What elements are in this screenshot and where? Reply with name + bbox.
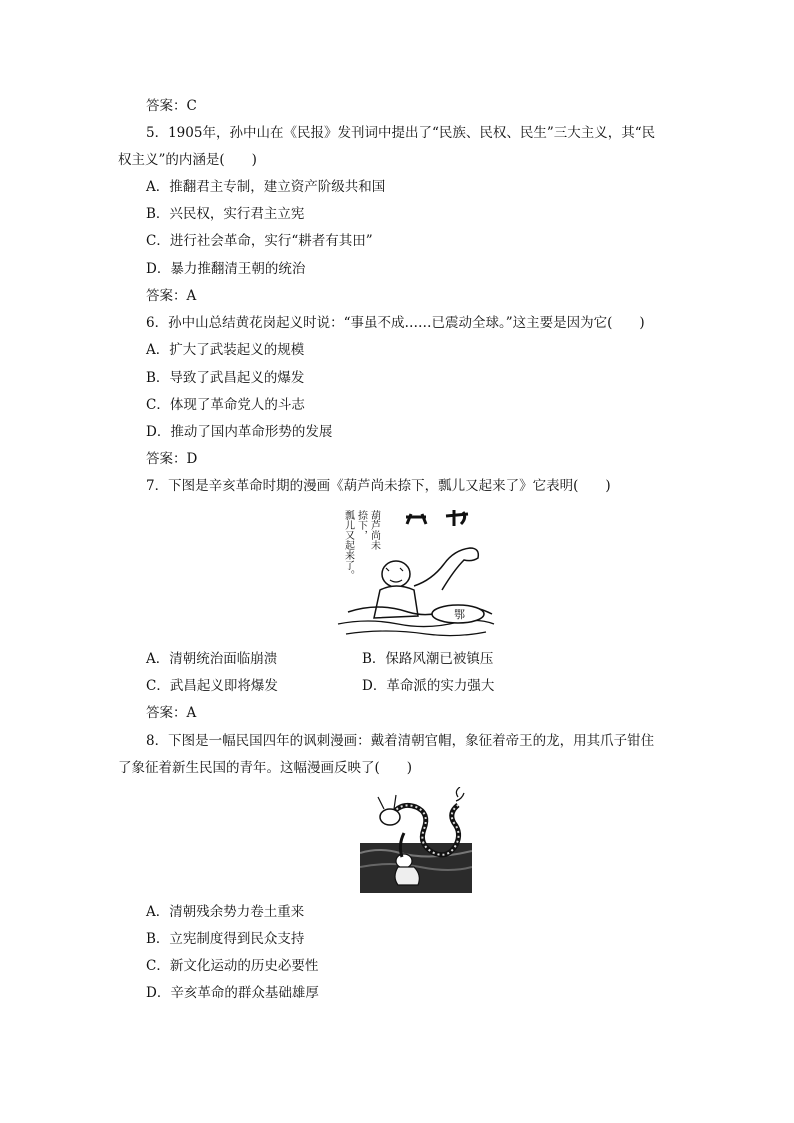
q5-option-d[interactable]: D．暴力推翻清王朝的统治: [146, 261, 306, 277]
cartoon-label-e: 鄂: [454, 608, 465, 621]
answer-q4: 答案：C: [146, 98, 197, 114]
cartoon-caption-col2: 捺下，: [355, 510, 367, 540]
q5-option-b[interactable]: B．兴民权，实行君主立宪: [146, 206, 305, 222]
q7-cartoon: [328, 502, 498, 640]
cartoon-caption-col1: 葫芦尚未: [368, 510, 380, 550]
q7-cartoon-drawing: [328, 502, 498, 640]
q8-cartoon-drawing: [360, 787, 472, 893]
q8-option-a[interactable]: A．清朝残余势力卷土重来: [146, 904, 305, 920]
q7-stem: 7．下图是辛亥革命时期的漫画《葫芦尚未捺下，瓢儿又起来了》它表明( ): [146, 478, 611, 494]
q8-cartoon: [360, 787, 472, 893]
q7-option-c[interactable]: C．武昌起义即将爆发: [146, 678, 278, 694]
q8-stem-line1: 8．下图是一幅民国四年的讽刺漫画：戴着清朝官帽，象征着帝王的龙，用其爪子钳住: [146, 733, 655, 749]
answer-q7: 答案：A: [146, 705, 197, 721]
cartoon-caption-col3: 瓢儿又起来了。: [342, 510, 354, 580]
q5-stem-line1: 5．1905年，孙中山在《民报》发刊词中提出了“民族、民权、民生”三大主义，其“民: [146, 125, 656, 141]
q8-option-b[interactable]: B．立宪制度得到民众支持: [146, 931, 305, 947]
q6-option-b[interactable]: B．导致了武昌起义的爆发: [146, 370, 305, 386]
q7-option-b[interactable]: B．保路风潮已被镇压: [362, 651, 494, 667]
q8-stem-line2: 了象征着新生民国的青年。这幅漫画反映了( ): [118, 760, 413, 776]
q5-option-c[interactable]: C．进行社会革命，实行“耕者有其田”: [146, 233, 373, 249]
q7-option-d[interactable]: D．革命派的实力强大: [362, 678, 495, 694]
q6-stem: 6．孙中山总结黄花岗起义时说：“事虽不成……已震动全球。”这主要是因为它( ): [146, 315, 645, 331]
q6-option-d[interactable]: D．推动了国内革命形势的发展: [146, 424, 333, 440]
answer-q6: 答案：D: [146, 451, 198, 467]
q5-stem-line2: 权主义”的内涵是( ): [118, 152, 257, 168]
q6-option-c[interactable]: C．体现了革命党人的斗志: [146, 397, 305, 413]
q5-option-a[interactable]: A．推翻君主专制，建立资产阶级共和国: [146, 179, 386, 195]
q8-option-d[interactable]: D．辛亥革命的群众基础雄厚: [146, 985, 319, 1001]
answer-q5: 答案：A: [146, 288, 197, 304]
q7-option-a[interactable]: A．清朝统治面临崩溃: [146, 651, 278, 667]
q8-option-c[interactable]: C．新文化运动的历史必要性: [146, 958, 319, 974]
q6-option-a[interactable]: A．扩大了武装起义的规模: [146, 342, 305, 358]
